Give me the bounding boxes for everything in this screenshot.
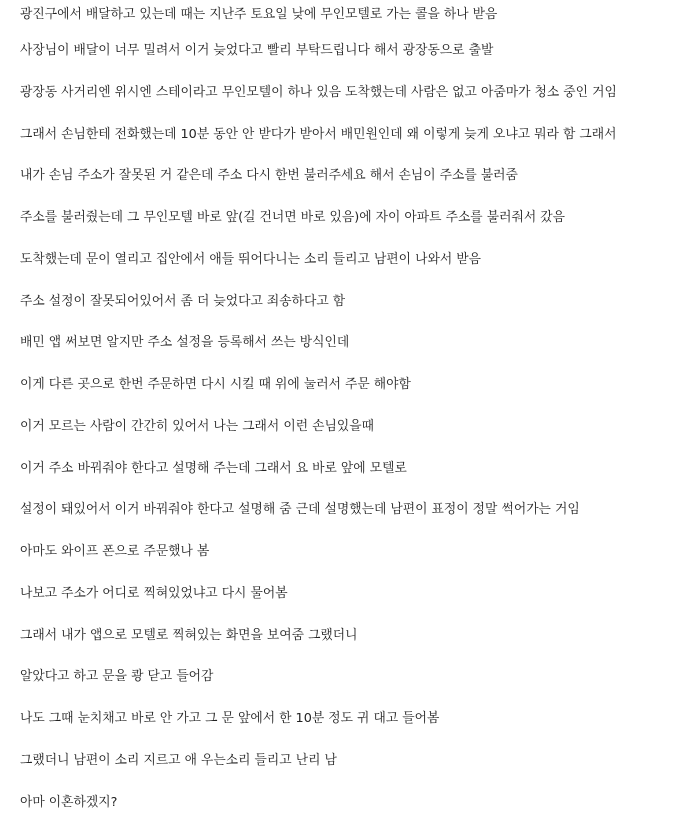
post-body: [20, 0, 670, 823]
post-line-14: 아마도 와이프 폰으로 주문했나 봄: [20, 544, 210, 559]
post-line-18: 나도 그때 눈치채고 바로 안 가고 그 문 앞에서 한 10분 정도 귀 대고 들어봄: [20, 711, 440, 726]
post-line-12: 이거 주소 바꿔줘야 한다고 설명해 주는데 그래서 요 바로 앞에 모텔로: [20, 460, 407, 476]
post-line-17: 알았다고 하고 문을 쾅 닫고 들어감: [20, 669, 214, 685]
post-line-6: 주소를 불러줬는데 그 무인모텔 바로 앞(길 건너면 바로 있음)에 자이 아파트 주소를 불러줘서 갔음: [20, 210, 565, 225]
post-line-1: 광진구에서 배달하고 있는데 때는 지난주 토요일 낮에 무인모텔로 가는 콜을 하나 받음: [20, 7, 498, 22]
post-line-8: 주소 설정이 잘못되어있어서 좀 더 늦었다고 죄송하다고 함: [20, 293, 346, 309]
post-line-19: 그랬더니 남편이 소리 지르고 애 우는소리 들리고 난리 남: [20, 752, 337, 768]
post-line-16: 그래서 내가 앱으로 모텔로 찍혀있는 화면을 보여줌 그랬더니: [20, 627, 358, 643]
post-line-10: 이게 다른 곳으로 한번 주문하면 다시 시킬 때 위에 눌러서 주문 해야함: [20, 377, 411, 392]
post-line-20: 아마 이혼하겠지?: [20, 794, 118, 810]
post-line-9: 배민 앱 써보면 알지만 주소 설정을 등록해서 쓰는 방식인데: [20, 335, 350, 351]
post-line-7: 도착했는데 문이 열리고 집안에서 애들 뛰어다니는 소리 들리고 남편이 나와서 받음: [20, 251, 481, 267]
post-line-5: 내가 손님 주소가 잘못된 거 같은데 주소 다시 한번 불러주세요 해서 손님이 주소를 불러줌: [20, 168, 518, 184]
post-line-11: 이거 모르는 사람이 간간히 있어서 나는 그래서 이런 손님있을때: [20, 418, 374, 434]
post-line-15: 나보고 주소가 어디로 찍혀있었냐고 다시 물어봄: [20, 585, 288, 601]
post-line-4: 그래서 손님한테 전화했는데 10분 동안 안 받다가 받아서 배민원인데 왜 이렇게 늦게 오냐고 뭐라 함 그래서: [20, 126, 617, 142]
post-line-3: 광장동 사거리엔 위시엔 스테이라고 무인모텔이 하나 있음 도착했는데 사람은 없고 아줌마가 청소 중인 거임: [20, 84, 617, 100]
post-line-2: 사장님이 배달이 너무 밀려서 이거 늦었다고 빨리 부탁드립니다 해서 광장동으로 출발: [20, 43, 494, 58]
post-line-13: 설정이 돼있어서 이거 바꿔줘야 한다고 설명해 줌 근데 설명했는데 남편이 표정이 정말 썩어가는 거임: [20, 502, 580, 518]
